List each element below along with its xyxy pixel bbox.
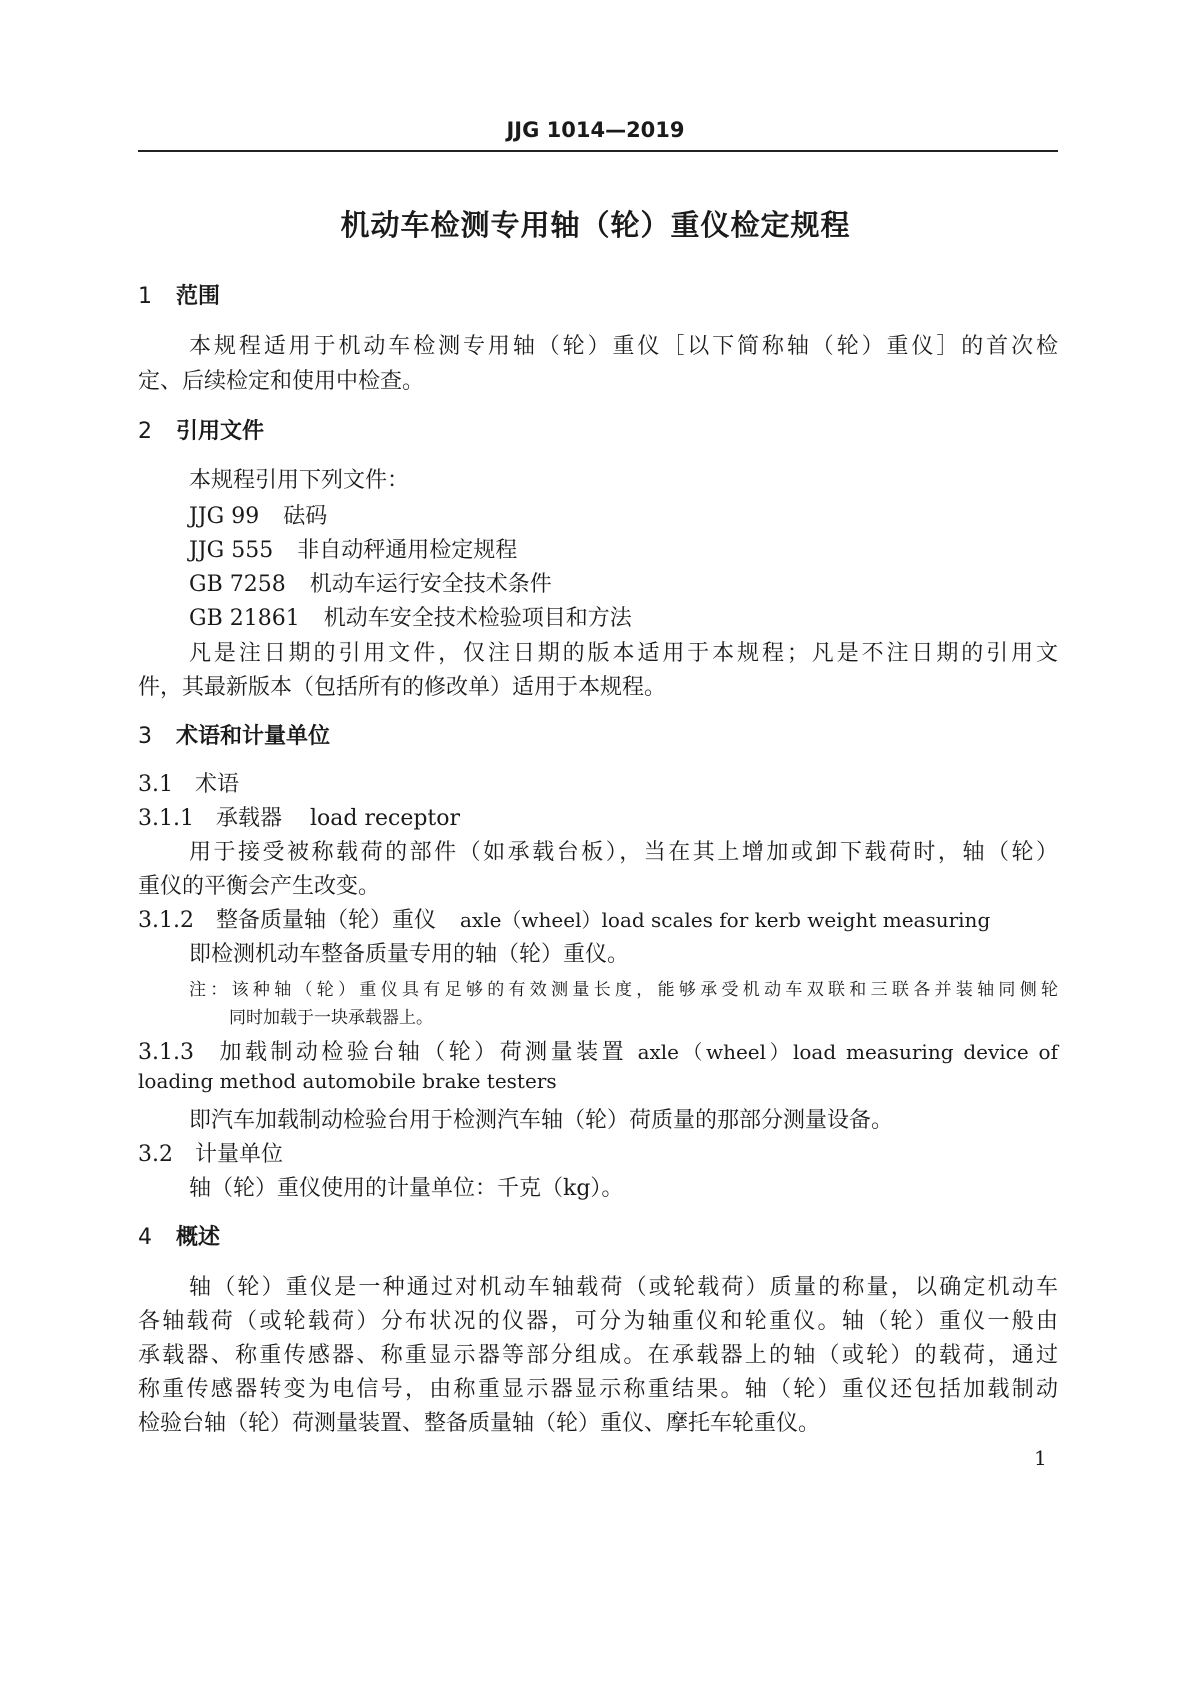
definition-line: 用于接受被称载荷的部件（如承载台板），当在其上增加或卸下载荷时，轴（轮） [189, 840, 1058, 865]
term-english: axle（wheel）load scales for kerb weight measuring [460, 908, 991, 932]
section-number: 2 [138, 419, 152, 444]
term-english-continued: loading method automobile brake testers [138, 1069, 557, 1093]
paragraph-line: 各轴载荷（或轮载荷）分布状况的仪器，可分为轴重仪和轮重仪。轴（轮）重仪一般由 [138, 1309, 1058, 1334]
term-3-1-3 [138, 1035, 1058, 1066]
subsection-number: 3.1 [138, 772, 173, 797]
section-title: 术语和计量单位 [176, 724, 331, 749]
reference-item [189, 601, 632, 632]
term-3-1-2 [138, 903, 1058, 934]
subsection-title: 计量单位 [195, 1142, 284, 1167]
paragraph-line: 轴（轮）重仪是一种通过对机动车轴载荷（或轮载荷）质量的称量，以确定机动车 [189, 1275, 1058, 1300]
subsection-3-2-heading [138, 1137, 283, 1168]
section-3-heading [138, 719, 330, 750]
document-title: 机动车检测专用轴（轮）重仪检定规程 [340, 208, 851, 242]
note-line: 注：该种轴（轮）重仪具有足够的有效测量长度，能够承受机动车双联和三联各并装轴同侧轮 [189, 980, 1058, 1000]
section-4-heading [138, 1220, 220, 1251]
term-number: 3.1.3 [138, 1040, 194, 1065]
paragraph-line: 检验台轴（轮）荷测量装置、整备质量轴（轮）重仪、摩托车轮重仪。 [138, 1411, 821, 1436]
section-number: 4 [138, 1225, 152, 1250]
section-number: 3 [138, 724, 152, 749]
reference-item [189, 533, 517, 564]
definition-line: 轴（轮）重仪使用的计量单位：千克（kg）。 [189, 1176, 624, 1201]
term-name: 整备质量轴（轮）重仪 [215, 908, 436, 933]
section-1-heading [138, 279, 220, 310]
term-3-1-1 [138, 801, 460, 832]
paragraph-line: 凡是注日期的引用文件，仅注日期的版本适用于本规程；凡是不注日期的引用文 [189, 641, 1058, 666]
note-line: 同时加载于一块承载器上。 [229, 1008, 433, 1028]
reference-item [189, 499, 327, 530]
standard-code-header: JJG 1014—2019 [506, 118, 685, 142]
definition-line: 即汽车加载制动检验台用于检测汽车轴（轮）荷质量的那部分测量设备。 [189, 1108, 894, 1133]
term-name: 加载制动检验台轴（轮）荷测量装置 [215, 1040, 628, 1065]
paragraph-line: 称重传感器转变为电信号，由称重显示器显示称重结果。轴（轮）重仪还包括加载制动 [138, 1377, 1058, 1402]
reference-name: 机动车运行安全技术条件 [309, 572, 552, 597]
paragraph-line: 本规程引用下列文件： [189, 468, 410, 493]
page-number: 1 [1034, 1446, 1047, 1470]
term-english: axle（wheel）load measuring device of [637, 1040, 1058, 1064]
paragraph-line: 件，其最新版本（包括所有的修改单）适用于本规程。 [138, 675, 667, 700]
section-title: 范围 [176, 284, 221, 309]
term-number: 3.1.1 [138, 806, 194, 831]
reference-code: GB 21861 [189, 606, 300, 631]
reference-code: JJG 99 [189, 504, 260, 529]
paragraph-line: 承载器、称重传感器、称重显示器等部分组成。在承载器上的轴（或轮）的载荷，通过 [138, 1343, 1058, 1368]
term-english: load receptor [310, 806, 461, 831]
definition-line: 重仪的平衡会产生改变。 [138, 874, 381, 899]
definition-line: 即检测机动车整备质量专用的轴（轮）重仪。 [189, 942, 630, 967]
paragraph-line: 定、后续检定和使用中检查。 [138, 369, 425, 394]
subsection-3-1-heading [138, 767, 239, 798]
subsection-title: 术语 [195, 772, 240, 797]
subsection-number: 3.2 [138, 1142, 173, 1167]
reference-code: GB 7258 [189, 572, 286, 597]
term-name: 承载器 [215, 806, 282, 831]
reference-item [189, 567, 552, 598]
header-rule [138, 150, 1058, 152]
reference-name: 砝码 [283, 504, 328, 529]
section-title: 概述 [176, 1225, 221, 1250]
section-number: 1 [138, 284, 152, 309]
paragraph-line: 本规程适用于机动车检测专用轴（轮）重仪［以下简称轴（轮）重仪］的首次检 [189, 334, 1058, 359]
reference-name: 机动车安全技术检验项目和方法 [323, 606, 632, 631]
section-title: 引用文件 [176, 419, 265, 444]
section-2-heading [138, 414, 264, 445]
reference-code: JJG 555 [189, 538, 274, 563]
term-number: 3.1.2 [138, 908, 194, 933]
reference-name: 非自动秤通用检定规程 [297, 538, 518, 563]
